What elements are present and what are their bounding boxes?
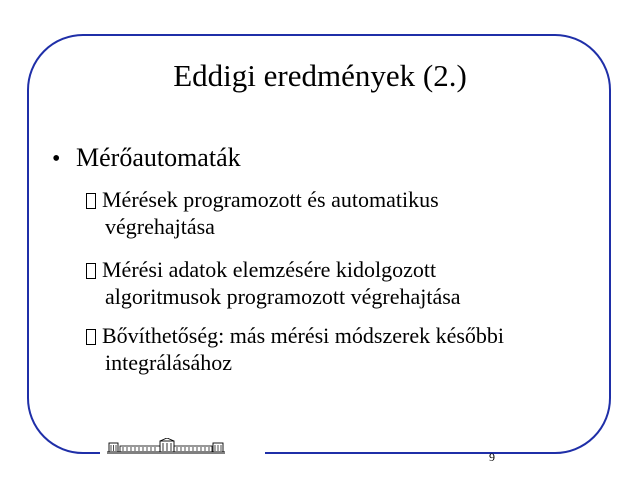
- sub-item: [86, 186, 439, 240]
- missing-glyph-icon: [86, 329, 96, 345]
- building-logo-icon: [107, 438, 225, 454]
- sub-item: [86, 322, 504, 376]
- sub-item-line1: Mérések programozott és automatikus: [102, 187, 439, 212]
- slide-title: Eddigi eredmények (2.): [173, 58, 467, 93]
- sub-item-line2: végrehajtása: [105, 214, 215, 239]
- sub-item-line2: integrálásához: [105, 350, 233, 375]
- sub-item-line1: Bővíthetőség: más mérési módszerek későbbi: [102, 323, 505, 348]
- sub-item-line1: Mérési adatok elemzésére kidolgozott: [102, 257, 437, 282]
- sub-item-line2: algoritmusok programozott végrehajtása: [105, 284, 461, 309]
- page-number: 9: [489, 450, 495, 464]
- bullet-item: [52, 143, 241, 174]
- bullet-icon: •: [52, 146, 61, 172]
- bullet-text: Mérőautomaták: [76, 143, 241, 172]
- missing-glyph-icon: [86, 193, 96, 209]
- slide-frame: [27, 34, 611, 454]
- missing-glyph-icon: [86, 263, 96, 279]
- sub-item: [86, 256, 461, 310]
